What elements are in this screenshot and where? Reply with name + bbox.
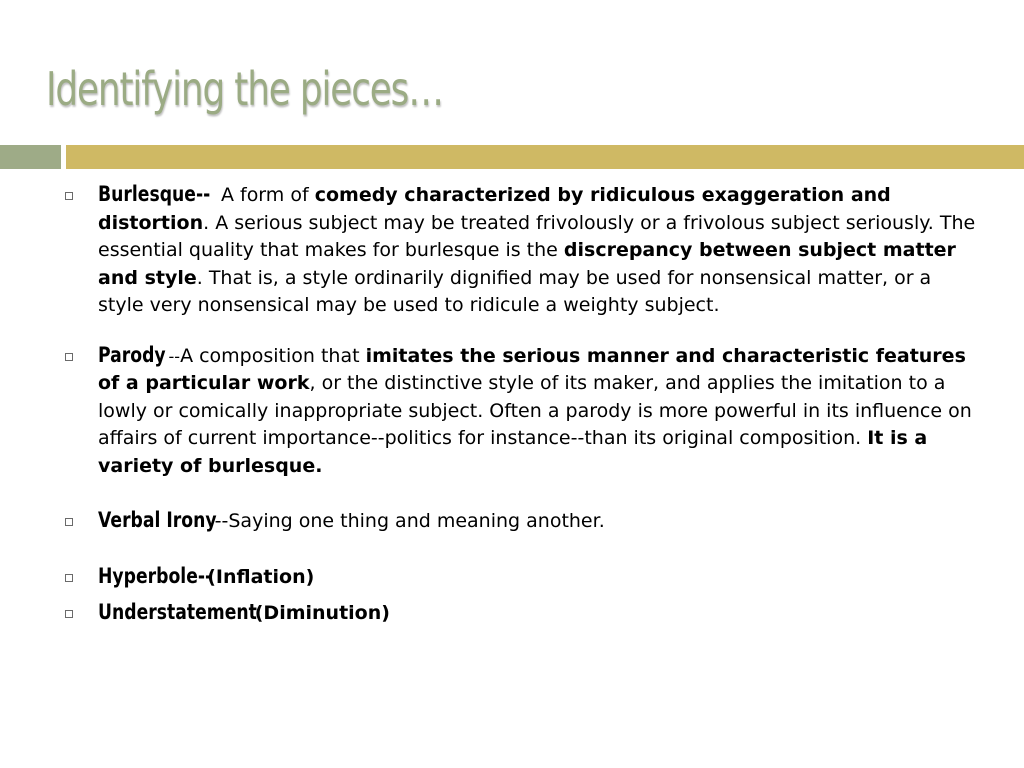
burlesque-text-3: . That is, a style ordinarily dignified may be used for nonsensical matter, or a style very nonsensical may be used to ridicule a weighty subject. <box>98 266 932 316</box>
bullet-list <box>62 181 982 628</box>
accent-bar-gold <box>66 145 1024 169</box>
list-item-burlesque <box>62 181 982 320</box>
burlesque-text-2: . A serious subject may be treated frivolously or a frivolous subject seriously. The essential quality that makes for burlesque is the <box>98 211 976 261</box>
parody-text-2: , or the distinctive style of its maker, and applies the imitation to a lowly or comically inappropriate subject. Often a parody is more powerful in its influence on affairs of current importance--politics for instance--than its original composition. <box>98 372 972 449</box>
parody-text-1: A composition that <box>180 344 366 367</box>
square-bullet-icon <box>65 192 73 200</box>
square-bullet-icon <box>65 574 73 582</box>
list-item-parody <box>62 342 982 481</box>
term-parody: Parody <box>98 342 166 367</box>
list-item-verbal-irony <box>62 507 982 536</box>
square-bullet-icon <box>65 353 73 361</box>
hyperbole-note: (Inflation) <box>207 565 315 588</box>
list-item-understatement <box>62 599 982 628</box>
term-burlesque: Burlesque-- <box>98 182 211 206</box>
term-verbal-irony: Verbal Irony <box>98 508 217 532</box>
slide-title: Identifying the pieces… <box>46 62 443 116</box>
list-item-hyperbole <box>62 563 982 592</box>
parody-bold-1: imitates the serious manner and characteristic features of a particular work <box>98 344 966 394</box>
burlesque-bold-2: discrepancy between subject matter and style <box>98 239 956 289</box>
term-hyperbole: Hyperbole-- <box>98 563 213 588</box>
verbal-irony-text: --Saying one thing and meaning another. <box>214 510 605 532</box>
understatement-note: (Diminution) <box>254 602 390 624</box>
parody-bold-2: It is a variety of burlesque. <box>98 427 928 477</box>
burlesque-text-1: A form of <box>214 184 315 206</box>
parody-dash: -- <box>168 346 181 366</box>
square-bullet-icon <box>65 610 73 618</box>
square-bullet-icon <box>65 518 73 526</box>
burlesque-bold-1: comedy characterized by ridiculous exaggeration and distortion <box>98 184 891 234</box>
accent-bar-green <box>0 145 61 169</box>
term-understatement: Understatement <box>98 600 257 624</box>
